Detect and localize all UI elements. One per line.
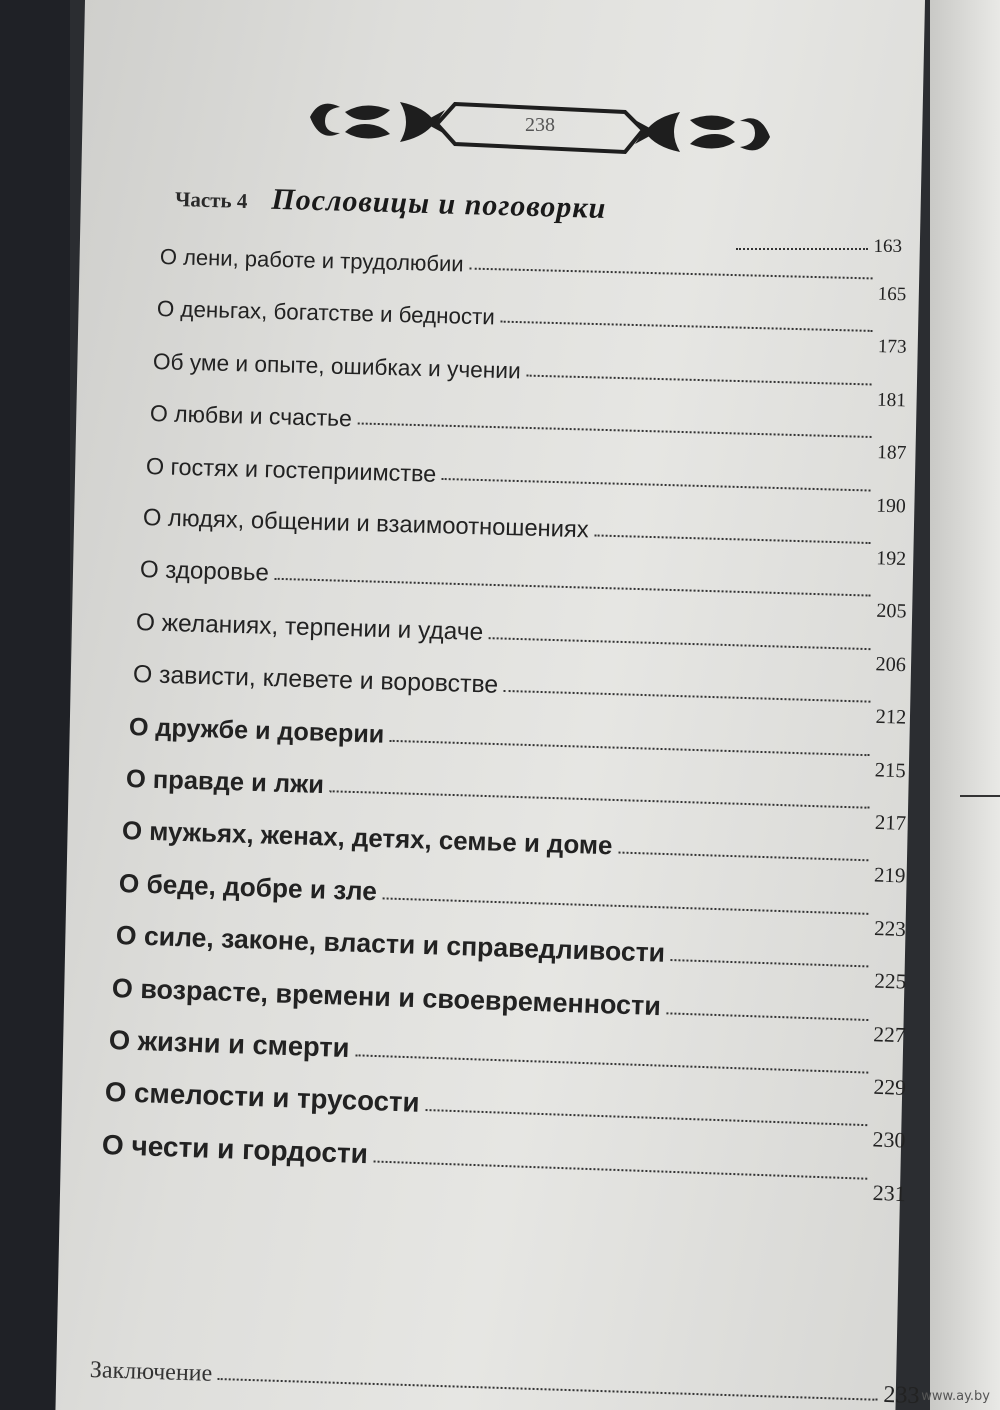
- toc-entry-title: О жизни и смерти: [108, 1024, 350, 1064]
- page-number: 238: [525, 114, 555, 136]
- toc-entry-page: 190: [876, 494, 907, 518]
- toc-entry-title: О здоровье: [139, 556, 269, 588]
- toc-entry-page: 217: [874, 811, 907, 835]
- toc-entry-page: 187: [876, 442, 907, 465]
- leader-dots: [383, 897, 869, 914]
- toc-entry[interactable]: [152, 341, 907, 412]
- leader-dots: [527, 374, 872, 385]
- toc-entry-title: О смелости и трусости: [104, 1076, 421, 1119]
- toc-entry[interactable]: [156, 288, 907, 359]
- toc-entry-title: О желаниях, терпении и удаче: [135, 608, 484, 646]
- part-heading: [174, 180, 606, 232]
- toc-entry-title: О зависти, клевете и воровстве: [132, 661, 499, 699]
- leader-dots: [274, 578, 870, 597]
- toc-entry-title: О дружбе и доверии: [128, 712, 385, 749]
- toc-entry-page: 227: [873, 1021, 907, 1047]
- toc-entry-title: О любви и счастье: [149, 400, 353, 432]
- leader-dots: [500, 321, 872, 332]
- toc-entry-page: 223: [873, 915, 907, 941]
- toc-entry-page: 206: [875, 653, 907, 676]
- leader-dots: [667, 1012, 868, 1021]
- toc-entry-page: 173: [877, 336, 907, 359]
- leader-dots: [670, 959, 868, 967]
- toc-entry-page: 212: [875, 706, 907, 729]
- leader-dots: [358, 423, 872, 439]
- toc-entry[interactable]: [128, 708, 907, 782]
- toc-entry[interactable]: [132, 655, 907, 729]
- conclusion-page: 233: [883, 1381, 920, 1410]
- toc-entry-title: Об уме и опыте, ошибках и учении: [152, 347, 522, 384]
- toc-entry[interactable]: [149, 393, 907, 465]
- toc-entry[interactable]: [101, 1127, 907, 1206]
- part-label: Часть 4: [174, 187, 248, 214]
- toc-entry[interactable]: [145, 446, 907, 518]
- toc-entry-title: О беде, добре и зле: [118, 867, 378, 906]
- watermark: www.ay.by: [921, 1389, 990, 1404]
- toc-entry[interactable]: [125, 760, 907, 835]
- toc-conclusion[interactable]: [89, 1350, 920, 1410]
- toc-entry-title: О мужьях, женах, детях, семье и доме: [121, 817, 614, 861]
- leader-dots: [619, 852, 869, 862]
- part-page-number: 163: [873, 236, 902, 257]
- toc-entry-page: 230: [872, 1127, 907, 1153]
- leader-dots: [390, 739, 869, 755]
- toc-entry[interactable]: [142, 498, 907, 571]
- toc-entry-page: 219: [874, 862, 907, 888]
- toc-entry-title: О возрасте, времени и своевременности: [111, 972, 662, 1021]
- toc-entry-page: 215: [874, 758, 907, 782]
- toc-entry-title: О правде и лжи: [125, 765, 325, 800]
- toc-entry-page: 231: [872, 1179, 907, 1206]
- toc-entry-page: 165: [877, 283, 907, 306]
- conclusion-title: Заключение: [89, 1357, 213, 1387]
- toc-entry-page: 181: [876, 389, 907, 412]
- toc-entry-title: О лени, работе и трудолюбии: [159, 244, 464, 277]
- toc-entry-page: 225: [873, 968, 907, 994]
- toc-entry-title: О силе, законе, власти и справедливости: [115, 920, 666, 968]
- leader-dots: [504, 690, 870, 703]
- toc-entry[interactable]: [139, 550, 907, 623]
- toc-entry-title: О чести и гордости: [101, 1128, 369, 1170]
- leader-dots: [442, 478, 871, 492]
- leader-dots: [355, 1054, 868, 1073]
- toc-entry[interactable]: [135, 603, 908, 676]
- toc-entry-title: О людях, общении и взаимоотношениях: [142, 504, 590, 544]
- toc-entry-page: 192: [875, 547, 907, 571]
- leader-dots: [470, 268, 873, 280]
- toc-entry-title: О деньгах, богатстве и бедности: [156, 296, 495, 330]
- toc-entry[interactable]: [115, 917, 907, 994]
- leader-dots: [330, 790, 870, 809]
- toc-entry-page: 205: [875, 600, 907, 623]
- toc-entry-page: 229: [872, 1074, 907, 1100]
- toc-entry-title: О гостях и гостеприимстве: [145, 452, 437, 487]
- part-title: Пословицы и поговорки: [271, 182, 607, 226]
- leader-dots: [426, 1109, 868, 1126]
- leader-dots: [374, 1160, 868, 1179]
- leader-dots: [218, 1378, 877, 1401]
- toc-entry[interactable]: [118, 862, 908, 941]
- leader-dots: [489, 637, 870, 650]
- leader-dots: [594, 534, 870, 544]
